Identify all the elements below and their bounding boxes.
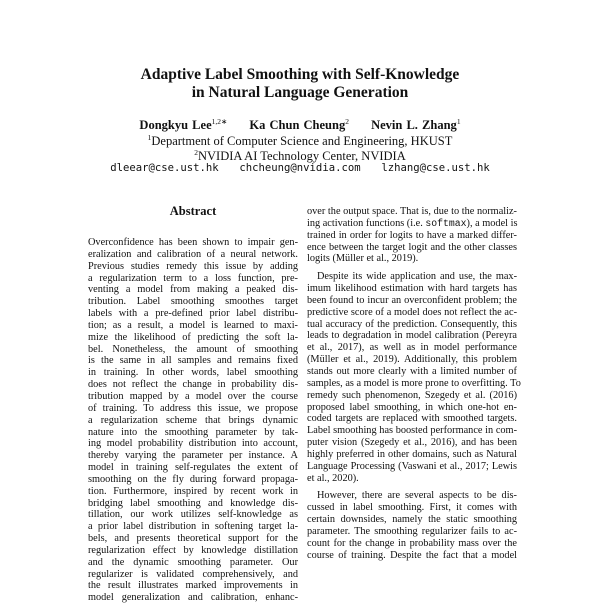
text-line: eralization and calibration of a neural network. <box>88 248 298 260</box>
text-line: mize the likelihood of predicting the soft la- <box>88 331 298 343</box>
text-line: tribution. Label smoothing smoothes target <box>88 296 298 308</box>
text-line: bridging label smoothing and knowledge dis- <box>88 497 298 509</box>
text-line: bels, and presents theoretical support for the <box>88 533 298 545</box>
affiliation-mark: 1 <box>147 133 152 142</box>
text-line: imum likelihood estimation with hard targets has <box>307 283 517 295</box>
author-affiliation-mark: 1 <box>456 117 461 126</box>
text-line: been found to incur an overconfident problem; the <box>307 294 517 306</box>
author-emails: dleear@cse.ust.hk chcheung@nvidia.com lzhang@cse.ust.hk <box>110 162 490 174</box>
text-line: of training. To address this issue, we propose <box>88 402 298 414</box>
affiliation-mark: 2 <box>194 148 198 157</box>
text-line: labels with a pre-defined prior label distribu- <box>88 308 298 320</box>
text-line: bel. Nonetheless, the amount of smoothing <box>88 343 298 355</box>
text-line: proposed label smoothing, in which one-hot en- <box>307 401 517 413</box>
text-line: Label smoothing has boosted performance in com- <box>307 425 517 437</box>
text-line: a regularization term to a loss function, pre- <box>88 272 298 284</box>
text-line: regularization effect by knowledge distillation <box>88 544 298 556</box>
text-line: count for the change in probability mass over the <box>307 537 517 549</box>
text-line: certain downsides, namely the static smoothing <box>307 514 517 526</box>
text-line: venting a model from making a peaked dis- <box>88 284 298 296</box>
text-line: (Müller et al., 2019). Additionally, this problem <box>307 354 517 366</box>
affiliation-text: Department of Computer Science and Engineering, HKUST <box>151 134 453 148</box>
text-line: model in training self-regulates the extent of <box>88 462 298 474</box>
author-name: Nevin L. Zhang <box>371 118 457 132</box>
text-line: in training. In other words, label smoothing <box>88 367 298 379</box>
title-line-1: Adaptive Label Smoothing with Self-Knowledge <box>140 66 460 83</box>
text-line: remedy such phenomenon, Szegedy et al. (2016) <box>307 389 517 401</box>
text-line: tribution mapped by a model over the course <box>88 390 298 402</box>
text-line: ence between the target logit and the other classes <box>307 241 517 253</box>
abstract-heading: Abstract <box>169 204 217 218</box>
text-segment: ), a model is <box>466 217 518 229</box>
abstract-body <box>88 237 298 604</box>
author <box>249 118 349 132</box>
text-line: smoothing on the fly during forward propaga- <box>88 473 298 485</box>
text-line: and the dynamic smoothing parameter. Our <box>88 556 298 568</box>
text-line: Despite its wide application and use, the max- <box>317 271 517 283</box>
text-line: leads to degradation in model calibration (Pereyra <box>307 330 517 342</box>
text-line: a prior label distribution in softening target la- <box>88 521 298 533</box>
text-line: et al., 2017), as well as in model performance <box>307 342 517 354</box>
text-line: puter vision (Szegedy et al., 2016), and has been <box>307 437 517 449</box>
text-line: regularizer is validated comprehensively, and <box>88 568 298 580</box>
author-list <box>0 117 600 133</box>
text-line: is the same in all samples and remains fixed <box>88 355 298 367</box>
text-line: Overconfidence has been shown to impair gen- <box>88 237 298 248</box>
text-line: thereby varying the parameter per instance. A <box>88 450 298 462</box>
text-line: highly preferred in other domains, such as Natural <box>307 448 517 460</box>
text-line: tion; as a result, a model is learned to maxi- <box>88 319 298 331</box>
author-affiliation-mark: 1,2∗ <box>211 117 228 126</box>
text-line: stands out more clearly with a limited number of <box>307 365 517 377</box>
text-line: cussed in label smoothing. First, it comes with <box>307 502 517 514</box>
text-line <box>307 218 517 230</box>
text-line: logits (Müller et al., 2019). <box>307 253 419 265</box>
text-line: predictive score of a model does not reflect the ac- <box>307 306 517 318</box>
text-line: Language Processing (Vaswani et al., 2017; Lewis <box>307 460 517 472</box>
text-segment: ing activation functions (i.e. <box>307 217 426 229</box>
text-line: a regularization scheme that brings dynamic <box>88 414 298 426</box>
author-name: Ka Chun Cheung <box>249 118 346 132</box>
text-line: Previous studies remedy this issue by adding <box>88 260 298 272</box>
text-line: does not reflect the change in probability dis- <box>88 379 298 391</box>
code-text: softmax <box>425 217 467 229</box>
text-line: tual accuracy of the prediction. Consequently, this <box>307 318 517 330</box>
author-affiliation-mark: 2 <box>345 117 349 126</box>
author <box>139 118 227 132</box>
text-line: samples, as a model is more prone to overfitting. To <box>307 377 521 389</box>
affiliation-text: NVIDIA AI Technology Center, NVIDIA <box>198 149 406 163</box>
text-line: nature into the smoothing parameter by tak- <box>88 426 298 438</box>
text-line: tion. Furthermore, inspired by recent work in <box>88 485 298 497</box>
text-line: trained in order for logits to have a marked differ- <box>307 229 517 241</box>
introduction-body <box>307 206 521 561</box>
text-line: tillation, our work utilizes self-knowledge as <box>88 509 298 521</box>
paper-title <box>0 66 600 102</box>
text-line: et al., 2020). <box>307 472 359 484</box>
text-line: over the output space. That is, due to the normaliz- <box>307 206 517 217</box>
text-line: model generalization and calibration, enhanc- <box>88 592 298 604</box>
text-line: the result illustrates marked improvements in <box>88 580 298 592</box>
author-name: Dongkyu Lee <box>139 118 212 132</box>
text-line: ing model probability distribution into account, <box>88 438 298 450</box>
affiliation-1 <box>0 133 600 149</box>
text-line: parameter. The smoothing regularizer fails to ac- <box>307 525 517 537</box>
title-line-2: in Natural Language Generation <box>191 84 409 101</box>
text-line: course of training. Despite the fact that a model <box>307 549 517 561</box>
author <box>371 118 460 132</box>
text-line: coded targets are replaced with smoothed targets. <box>307 413 517 425</box>
text-line: However, there are several aspects to be dis- <box>317 490 517 502</box>
